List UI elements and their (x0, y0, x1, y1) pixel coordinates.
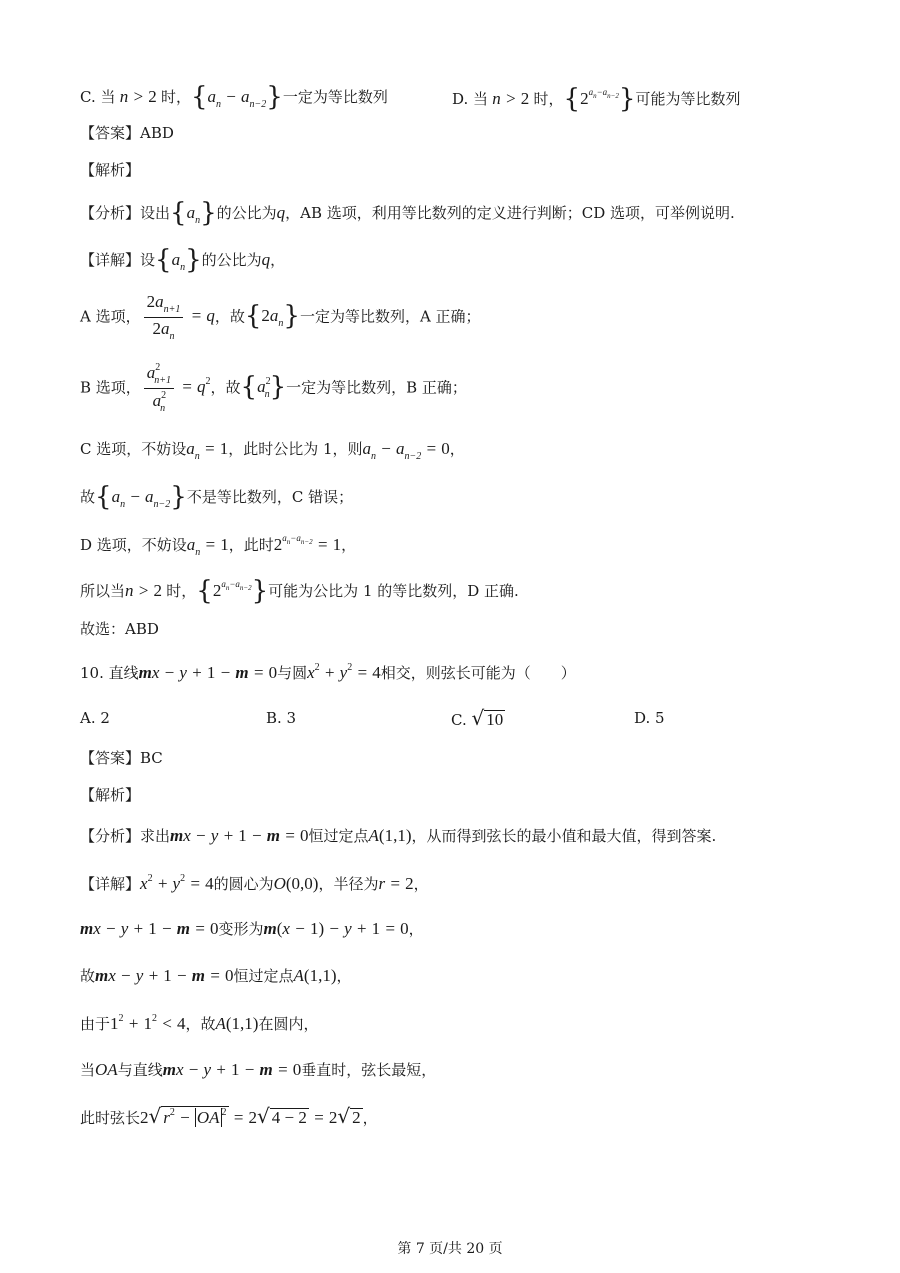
q10-line-4: 由于$1^2 + 1^2 < 4$，故A(1,1)在圆内， (80, 1013, 319, 1033)
q9-option-c: C. 当 n > 2 时，$\{a_n - a_{n-2}\}$一定为等比数列 (80, 82, 388, 112)
q10-line-5: 当OA与直线mx − y + 1 − m = 0垂直时，弦长最短， (80, 1060, 437, 1079)
q9-analysis-heading: 【解析】 (80, 161, 141, 179)
q10-fenxi: 【分析】求出mx − y + 1 − m = 0恒过定点A(1,1)，从而得到弦长的最小值和最大值，得到答案. (80, 826, 717, 845)
q9-option-d-analysis: D 选项，不妨设$a_n = 1$，此时$2^{a_n-a_{n-2}} = 1$， (80, 533, 357, 558)
q9-choose: 故选：ABD (80, 620, 159, 638)
q9-option-c-analysis: C 选项，不妨设$a_n = 1$，此时公比为 1，则$a_n - a_{n-2} = 0$， (80, 439, 465, 462)
q10-xiangjie: 【详解】$x^2 + y^2 = 4$的圆心为O(0,0)，半径为r = 2， (80, 873, 429, 893)
q9-answer: 【答案】ABD (80, 124, 174, 142)
q10-stem: 10. 直线mx − y + 1 − m = 0与圆$x^2 + y^2 = 4$相交，则弦长可能为（ ） (80, 662, 576, 682)
q9-xiangjie: 【详解】设$\{a_n\}$的公比为q， (80, 245, 286, 275)
q10-answer: 【答案】BC (80, 749, 163, 767)
q10-analysis-heading: 【解析】 (80, 786, 141, 804)
q10-line-3: 故mx − y + 1 − m = 0恒过定点A(1,1)， (80, 966, 352, 985)
q9-summary: 所以当n > 2 时，$\{2^{a_n-a_{n-2}}\}$可能为公比为 1 的等比数列，D 正确. (80, 576, 519, 606)
q10-line-2: mx − y + 1 − m = 0变形为m(x − 1) − y + 1 = 0， (80, 919, 424, 938)
q10-option-a: A. 2 (80, 709, 110, 727)
q9-option-a-analysis: A 选项， $\frac{2a_{n+1}}{2a_n}$ = q，故$\{2a_n\}$一定为等比数列，A 正确； (80, 292, 481, 342)
q10-option-b: B. 3 (266, 709, 297, 727)
page-footer: 第 7 页/共 20 页 (397, 1241, 503, 1257)
q9-option-d: D. 当 n > 2 时，$\{2^{a_n-a_{n-2}}\}$可能为等比数列 (452, 84, 741, 114)
q9-option-b-analysis: B 选项， $\frac{a^2_{n+1}}{a^2_n}$ = $q^2$，故$\{a^2_n\}$一定为等比数列，B 正确； (80, 362, 467, 414)
q10-option-c: C. √ 10 (451, 706, 504, 730)
q9-option-c-conclusion: 故$\{a_n - a_{n-2}\}$不是等比数列，C 错误； (80, 482, 354, 512)
q9-fenxi: 【分析】设出$\{a_n\}$的公比为q，AB 选项，利用等比数列的定义进行判断；CD 选项，可举例说明. (80, 198, 735, 228)
q10-line-6: 此时弦长2√ $r^2$ − OA $^2$ = 2√ 4 − 2 = 2√ 2 ， (80, 1104, 378, 1128)
q10-option-d: D. 5 (634, 709, 665, 727)
